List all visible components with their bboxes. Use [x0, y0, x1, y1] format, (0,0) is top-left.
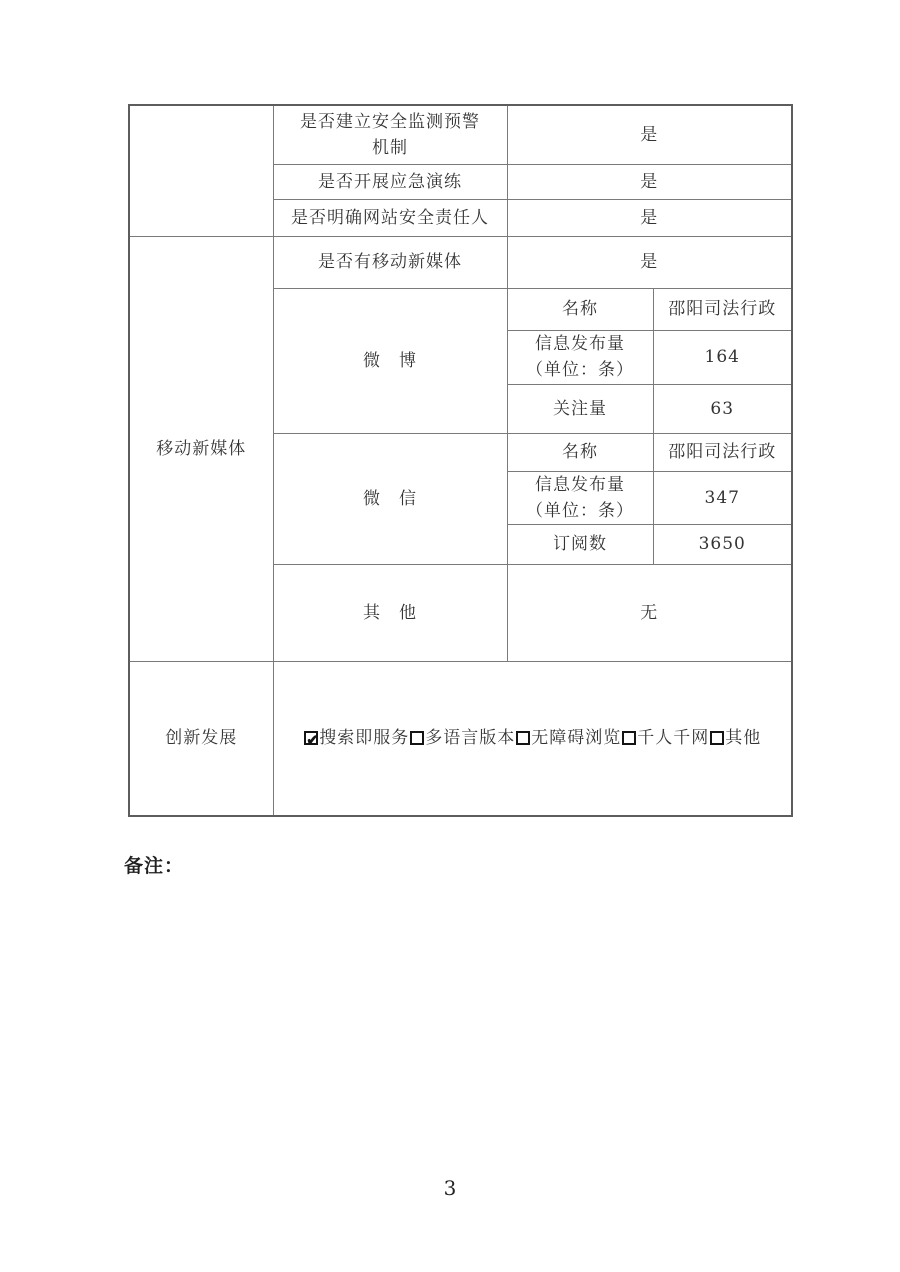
remarks-label: 备注：	[124, 855, 185, 877]
wechat-name-value: 邵阳司法行政	[653, 433, 792, 471]
group-cell-empty	[129, 105, 273, 236]
label-line: 信息发布量	[535, 334, 625, 354]
group-cell-mobile-media: 移动新媒体	[129, 236, 273, 661]
innovation-option	[515, 728, 621, 748]
weibo-followers-label: 关注量	[507, 384, 653, 433]
weibo-volume-label	[507, 330, 653, 384]
label-line: 信息发布量	[535, 474, 625, 495]
wechat-volume-value: 347	[653, 471, 792, 524]
wechat-volume-label	[507, 471, 653, 524]
wechat-name-label: 名称	[507, 433, 653, 471]
has-mobile-media-label: 是否有移动新媒体	[273, 236, 507, 288]
group-cell-innovation: 创新发展	[129, 661, 273, 816]
emergency-drill-value: 是	[507, 164, 792, 199]
weibo-followers-value: 63	[653, 384, 792, 433]
wechat-label: 微 信	[273, 433, 507, 564]
innovation-option	[409, 728, 515, 748]
weibo-volume-value: 164	[653, 330, 792, 384]
weibo-label: 微 博	[273, 288, 507, 433]
label-line: （单位：条）	[526, 360, 634, 380]
other-media-label: 其 他	[273, 564, 507, 661]
other-media-value: 无	[507, 564, 792, 661]
label-line: 是否建立安全监测预警	[300, 111, 480, 132]
checkbox-personalized-web[interactable]	[622, 731, 636, 745]
option-label: 无障碍浏览	[531, 728, 622, 749]
checkbox-accessibility[interactable]	[516, 731, 530, 745]
innovation-options-cell	[273, 661, 792, 816]
page-number: 3	[443, 1176, 457, 1200]
option-label: 搜索即服务	[319, 728, 410, 749]
security-owner-label: 是否明确网站安全责任人	[273, 199, 507, 236]
security-owner-value: 是	[507, 199, 792, 236]
label-line: （单位：条）	[526, 500, 634, 521]
security-monitor-value: 是	[507, 105, 792, 164]
checkbox-other[interactable]	[710, 731, 724, 745]
option-label: 千人千网	[637, 728, 710, 749]
wechat-subscribers-label: 订阅数	[507, 524, 653, 564]
weibo-name-value: 邵阳司法行政	[653, 288, 792, 330]
option-label: 其他	[725, 728, 762, 749]
weibo-name-label: 名称	[507, 288, 653, 330]
innovation-option	[303, 728, 409, 748]
wechat-subscribers-value: 3650	[653, 524, 792, 564]
annual-report-table	[128, 104, 793, 817]
security-monitor-label	[273, 105, 507, 164]
emergency-drill-label: 是否开展应急演练	[273, 164, 507, 199]
checkbox-multilingual[interactable]	[410, 731, 424, 745]
has-mobile-media-value: 是	[507, 236, 792, 288]
label-line: 机制	[372, 137, 408, 158]
checkbox-search-as-service[interactable]	[304, 731, 318, 745]
innovation-option	[621, 728, 709, 748]
option-label: 多语言版本	[425, 728, 516, 749]
innovation-option	[709, 728, 761, 748]
